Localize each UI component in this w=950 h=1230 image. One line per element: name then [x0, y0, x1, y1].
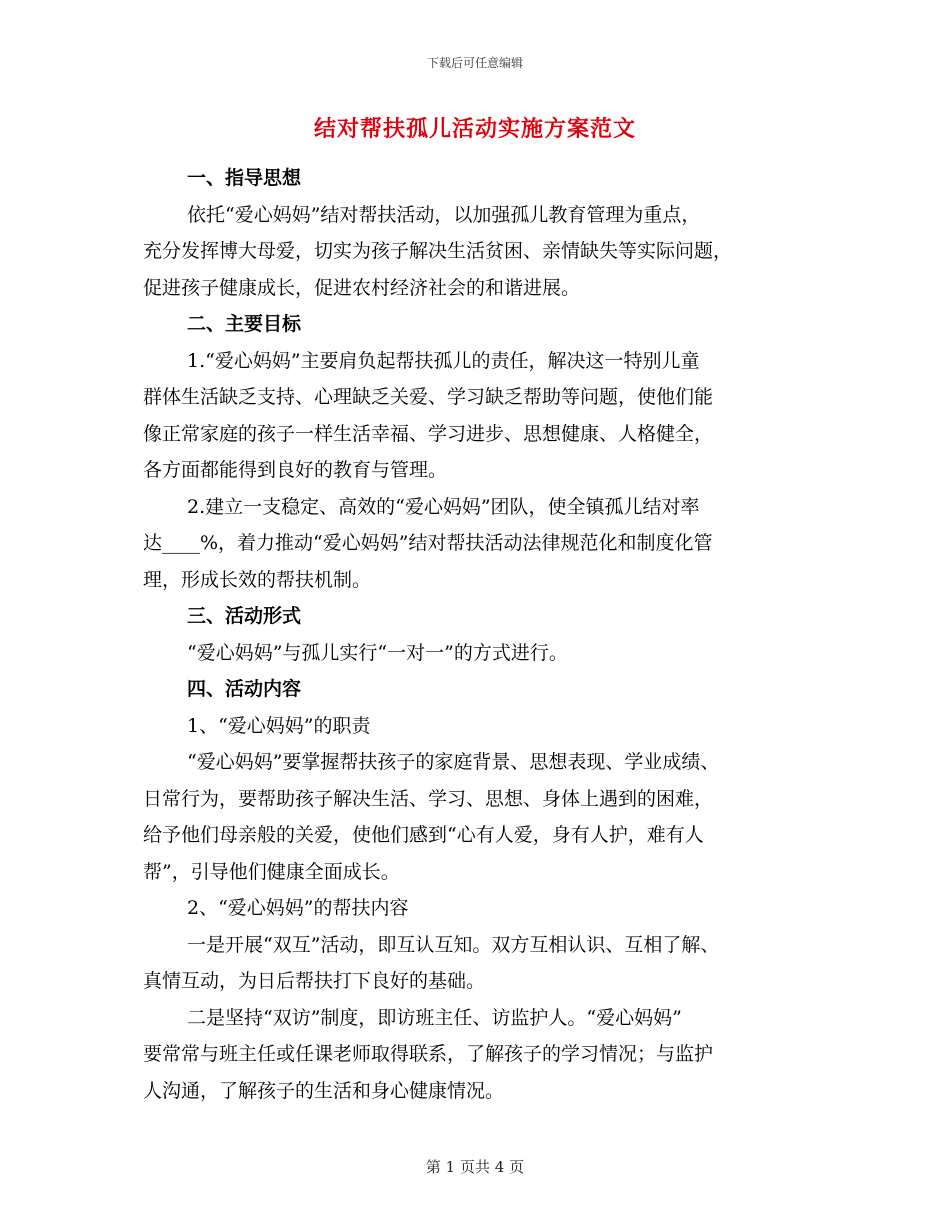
- paragraph-line: 2.建立一支稳定、高效的“爱心妈妈”团队，使全镇孤儿结对率: [187, 495, 700, 518]
- section-heading: 一、指导思想: [187, 167, 302, 189]
- paragraph-line: 真情互动，为日后帮扶打下良好的基础。: [143, 970, 486, 992]
- paragraph: [143, 197, 808, 307]
- paragraph-line: 理，形成长效的帮扶机制。: [143, 568, 372, 591]
- paragraph-line: “爱心妈妈”与孤儿实行“一对一”的方式进行。: [187, 641, 568, 664]
- paragraph: [143, 489, 808, 599]
- paragraph-line: 要常常与班主任或任课老师取得联系，了解孩子的学习情况；与监护: [143, 1043, 714, 1065]
- paragraph-line: 人沟通，了解孩子的生活和身心健康情况。: [143, 1079, 505, 1102]
- paragraph: [143, 890, 808, 927]
- paragraph-line: 各方面都能得到良好的教育与管理。: [143, 459, 448, 481]
- header-note: 下载后可任意编辑: [426, 56, 523, 70]
- paragraph-line: 日常行为，要帮助孩子解决生活、学习、思想、身体上遇到的困难，: [143, 787, 714, 810]
- section-heading: 四、活动内容: [187, 678, 302, 700]
- paragraph-line: 二是坚持“双访”制度，即访班主任、访监护人。“爱心妈妈”: [187, 1006, 682, 1029]
- paragraph-line: 达____%，着力推动“爱心妈妈”结对帮扶活动法律规范化和制度化管: [143, 532, 713, 554]
- paragraph: [143, 343, 808, 489]
- page-footer: 第 1 页共 4 页: [425, 1158, 525, 1176]
- section-heading: 二、主要目标: [187, 313, 302, 335]
- paragraph: [143, 744, 808, 890]
- paragraph-line: 依托“爱心妈妈”结对帮扶活动，以加强孤儿教育管理为重点，: [187, 203, 701, 226]
- section-heading: 三、活动形式: [187, 605, 302, 627]
- document-title: 结对帮扶孤儿活动实施方案范文: [313, 116, 636, 142]
- paragraph: [143, 927, 808, 1000]
- paragraph-line: 充分发挥博大母爱，切实为孩子解决生活贫困、亲情缺失等实际问题，: [143, 240, 733, 262]
- paragraph-line: 像正常家庭的孩子一样生活幸福、学习进步、思想健康、人格健全，: [143, 422, 714, 445]
- paragraph: [143, 708, 808, 745]
- paragraph: [143, 635, 808, 672]
- paragraph-line: 1.“爱心妈妈”主要肩负起帮扶孤儿的责任，解决这一特别儿童: [187, 349, 700, 372]
- paragraph-line: 群体生活缺乏支持、心理缺乏关爱、学习缺乏帮助等问题，使他们能: [143, 386, 714, 408]
- paragraph-line: 1、“爱心妈妈”的职责: [187, 714, 371, 737]
- paragraph-line: 2、“爱心妈妈”的帮扶内容: [187, 897, 409, 919]
- paragraph-line: 帮”，引导他们健康全面成长。: [143, 860, 400, 883]
- paragraph-line: 一是开展“双互”活动，即互认互知。双方互相认识、互相了解、: [187, 933, 720, 956]
- paragraph: [143, 1000, 808, 1110]
- paragraph-line: 给予他们母亲般的关爱，使他们感到“心有人爱，身有人护，难有人: [143, 824, 704, 846]
- paragraph-line: 促进孩子健康成长，促进农村经济社会的和谐进展。: [143, 276, 581, 299]
- document-body: [143, 160, 808, 1109]
- paragraph-line: “爱心妈妈”要掌握帮扶孩子的家庭背景、思想表现、学业成绩、: [187, 751, 720, 773]
